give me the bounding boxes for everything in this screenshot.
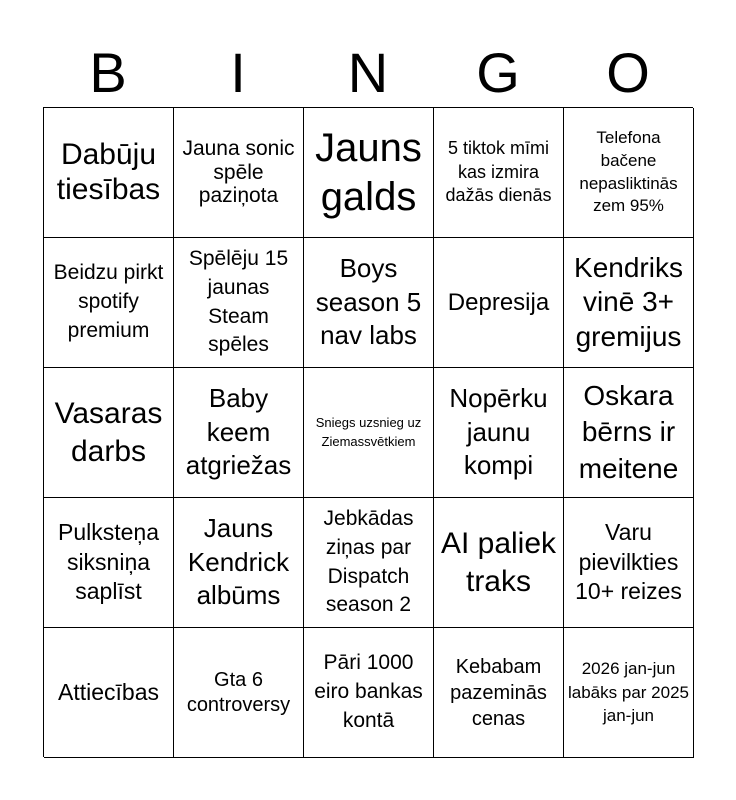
bingo-cell[interactable] — [434, 108, 564, 238]
header-letter-b: B — [89, 41, 127, 104]
bingo-cell[interactable] — [564, 238, 694, 368]
bingo-cell[interactable] — [174, 498, 304, 628]
bingo-cell[interactable] — [304, 108, 434, 238]
header-letter-o: O — [606, 41, 650, 104]
cell-text: Kebabam pazeminās cenas — [450, 655, 547, 730]
cell-text: Vasaras darbs — [54, 397, 163, 468]
cell-text: Kendriks vinē 3+ gremijus — [574, 252, 683, 352]
cell-text: Depresija — [447, 288, 550, 316]
bingo-cell[interactable] — [44, 108, 174, 238]
bingo-cell[interactable] — [564, 498, 694, 628]
bingo-cell[interactable] — [44, 368, 174, 498]
cell-text: Pulksteņa siksniņa saplīst — [57, 518, 159, 605]
bingo-cell[interactable] — [174, 108, 304, 238]
bingo-cell[interactable] — [434, 628, 564, 758]
bingo-cell[interactable] — [304, 368, 434, 498]
bingo-cell[interactable] — [304, 498, 434, 628]
cell-text: Attiecības — [58, 679, 159, 706]
bingo-cell[interactable] — [44, 238, 174, 368]
bingo-cell[interactable] — [434, 368, 564, 498]
bingo-cell[interactable] — [44, 498, 174, 628]
bingo-cell[interactable] — [564, 368, 694, 498]
header-letter-n: N — [347, 41, 389, 104]
cell-text: Dabūju tiesības — [56, 138, 161, 206]
cell-text: Sniegs uzsnieg uz Ziemassvētkiem — [315, 415, 422, 449]
header-letter-g: G — [476, 41, 520, 104]
cell-text: Nopērku jaunu kompi — [449, 382, 548, 481]
bingo-cell[interactable] — [434, 498, 564, 628]
cell-text: Telefona bačene nepasliktinās zem 95% — [579, 127, 678, 216]
cell-text: Jebkādas ziņas par Dispatch season 2 — [323, 506, 414, 617]
cell-text: Boys season 5 nav labs — [315, 252, 422, 351]
cell-text: Baby keem atgriežas — [185, 382, 292, 481]
bingo-cell[interactable] — [44, 628, 174, 758]
bingo-cell[interactable] — [304, 628, 434, 758]
bingo-cell[interactable] — [564, 628, 694, 758]
bingo-cell[interactable] — [564, 108, 694, 238]
cell-text: 2026 jan-jun labāks par 2025 jan-jun — [568, 658, 689, 726]
cell-text: Varu pievilkties 10+ reizes — [575, 518, 682, 605]
bingo-cell[interactable] — [174, 368, 304, 498]
cell-text: 5 tiktok mīmi kas izmira dažās dienās — [445, 138, 552, 206]
cell-text: Spēlēju 15 jaunas Steam spēles — [188, 246, 289, 357]
cell-text: AI paliek traks — [440, 527, 557, 598]
cell-text: Jauna sonic spēle paziņota — [182, 136, 295, 208]
bingo-cell[interactable] — [304, 238, 434, 368]
cell-text: Jauns galds — [315, 125, 422, 219]
bingo-grid — [43, 107, 693, 757]
cell-text: Oskara bērns ir meitene — [578, 379, 679, 484]
cell-text: Pāri 1000 eiro bankas kontā — [314, 651, 423, 732]
bingo-cell[interactable] — [434, 238, 564, 368]
bingo-cell[interactable] — [174, 628, 304, 758]
cell-text: Jauns Kendrick albūms — [187, 512, 290, 611]
cell-text: Beidzu pirkt spotify premium — [53, 261, 164, 342]
header-letter-i: I — [230, 41, 246, 104]
bingo-cell[interactable] — [174, 238, 304, 368]
bingo-header — [43, 38, 693, 108]
cell-text: Gta 6 controversy — [186, 668, 291, 716]
